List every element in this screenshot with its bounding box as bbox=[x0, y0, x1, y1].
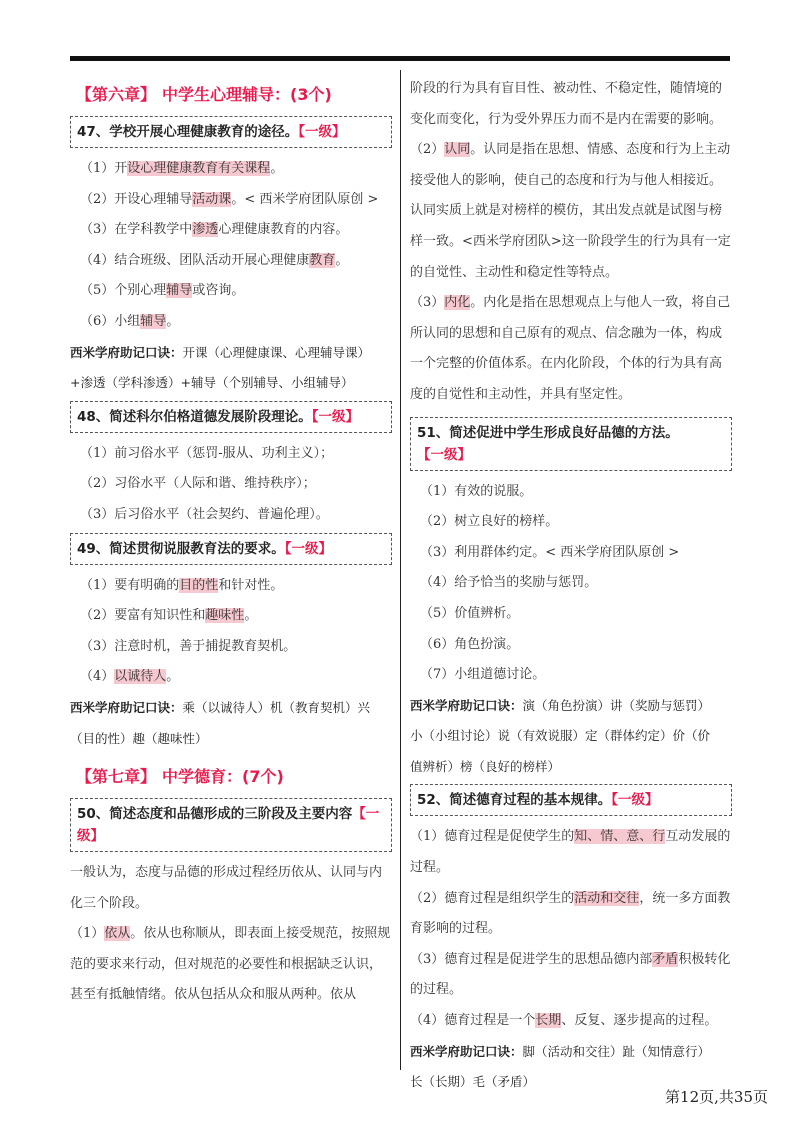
question-48-title: 48、简述科尔伯格道德发展阶段理论。【一级】 bbox=[70, 401, 392, 433]
q47-mnemonic: 西米学府助记口诀：开课（心理健康课、心理辅导课） +渗透（学科渗透）+辅导（个别辅导、小组辅导） bbox=[70, 344, 371, 391]
q48-items bbox=[70, 439, 392, 531]
list-item: （3）后习俗水平（社会契约、普遍伦理）。 bbox=[80, 506, 329, 522]
top-rule bbox=[70, 56, 730, 61]
q49-items bbox=[70, 571, 392, 693]
q49-mnemonic: 西米学府助记口诀：乘（以诚待人）机（教育契机）兴 （目的性）趣（趣味性） bbox=[70, 699, 371, 746]
q52-items bbox=[410, 822, 732, 1036]
list-item: （4）以诚待人。 bbox=[80, 669, 180, 685]
list-item: （2）德育过程是组织学生的活动和交往，统一多方面教育影响的过程。 bbox=[410, 890, 731, 937]
list-item: （2）要富有知识性和趣味性。 bbox=[80, 608, 258, 624]
question-47-title: 47、学校开展心理健康教育的途径。【一级】 bbox=[70, 116, 392, 148]
page-number: 第12页,共35页 bbox=[665, 1088, 768, 1106]
list-item: （6）角色扮演。 bbox=[420, 636, 520, 652]
list-item: （6）小组辅导。 bbox=[80, 313, 180, 329]
q50-stage-3: （3）内化。内化是指在思想观点上与他人一致，将自己所认同的思想和自己原有的观点、信念融为一体，构成一个完整的价值体系。在内化阶段，个体的行为具有高度的自觉性和主动性，并具有坚定性。 bbox=[410, 295, 731, 402]
right-column bbox=[410, 74, 732, 1098]
list-item: （2）树立良好的榜样。 bbox=[420, 514, 559, 530]
list-item: （3）注意时机，善于捕捉教育契机。 bbox=[80, 638, 297, 654]
q50-stage-1: （1）依从。依从也称顺从，即表面上接受规范，按照规范的要求来行动，但对规范的必要性和根据缺乏认识，甚至有抵触情绪。依从包括从众和服从两种。依从 bbox=[70, 926, 391, 1003]
list-item: （1）要有明确的目的性和针对性。 bbox=[80, 577, 284, 593]
list-item: （7）小组道德讨论。 bbox=[420, 667, 546, 683]
chapter-6-heading: 【第六章】 中学生心理辅导：(3个) bbox=[76, 85, 332, 104]
question-51-title: 51、简述促进中学生形成良好品德的方法。【一级】 bbox=[410, 417, 732, 471]
q50-stage-2: （2）认同。认同是指在思想、情感、态度和行为上主动接受他人的影响，使自己的态度和行为与他人相接近。认同实质上就是对榜样的模仿，其出发点就是试图与榜样一致。<西米学府团队>这一阶段学生的行为具有一定的自觉性、主动性和稳定性等特点。 bbox=[410, 142, 731, 280]
q47-items bbox=[70, 154, 392, 338]
list-item: （4）德育过程是一个长期、反复、逐步提高的过程。 bbox=[410, 1013, 718, 1029]
list-item: （2）习俗水平（人际和谐、维持秩序）； bbox=[80, 476, 316, 492]
list-item: （4）结合班级、团队活动开展心理健康教育。 bbox=[80, 252, 349, 268]
question-52-title: 52、简述德育过程的基本规律。【一级】 bbox=[410, 784, 732, 816]
column-divider bbox=[400, 70, 401, 1070]
list-item: （4）给予恰当的奖励与惩罚。 bbox=[420, 575, 598, 591]
left-column bbox=[70, 74, 392, 1011]
list-item: （1）有效的说服。 bbox=[420, 483, 533, 499]
list-item: （1）前习俗水平（惩罚-服从、功利主义）； bbox=[80, 445, 334, 461]
list-item: （2）开设心理辅导活动课。< 西米学府团队原创 > bbox=[80, 191, 379, 207]
list-item: （1）德育过程是促使学生的知、情、意、行互动发展的过程。 bbox=[410, 829, 731, 876]
list-item: （5）价值辨析。 bbox=[420, 605, 520, 621]
q51-items bbox=[410, 477, 732, 691]
list-item: （3）在学科教学中渗透心理健康教育的内容。 bbox=[80, 222, 349, 238]
list-item: （3）利用群体约定。< 西米学府团队原创 > bbox=[420, 544, 680, 560]
q50-intro: 一般认为，态度与品德的形成过程经历依从、认同与内化三个阶段。 bbox=[70, 865, 383, 911]
question-50-title: 50、简述态度和品德形成的三阶段及主要内容【一级】 bbox=[70, 798, 392, 852]
list-item: （1）开设心理健康教育有关课程。 bbox=[80, 161, 284, 176]
q50-stage-1-continued: 阶段的行为具有盲目性、被动性、不稳定性，随情境的变化而变化，行为受外界压力而不是内在需要的影响。 bbox=[410, 81, 723, 127]
q51-mnemonic: 西米学府助记口诀：演（角色扮演）讲（奖励与惩罚） 小（小组讨论）说（有效说服）定（群体约定）价（价 值辨析）榜（良好的榜样） bbox=[410, 697, 711, 774]
list-item: （3）德育过程是促进学生的思想品德内部矛盾积极转化的过程。 bbox=[410, 951, 731, 998]
q52-mnemonic: 西米学府助记口诀：脚（活动和交往）趾（知情意行） 长（长期）毛（矛盾） bbox=[410, 1043, 711, 1090]
list-item: （5）个别心理辅导或咨询。 bbox=[80, 283, 245, 299]
question-49-title: 49、简述贯彻说服教育法的要求。【一级】 bbox=[70, 533, 392, 565]
chapter-7-heading: 【第七章】 中学德育：(7个) bbox=[76, 767, 284, 787]
